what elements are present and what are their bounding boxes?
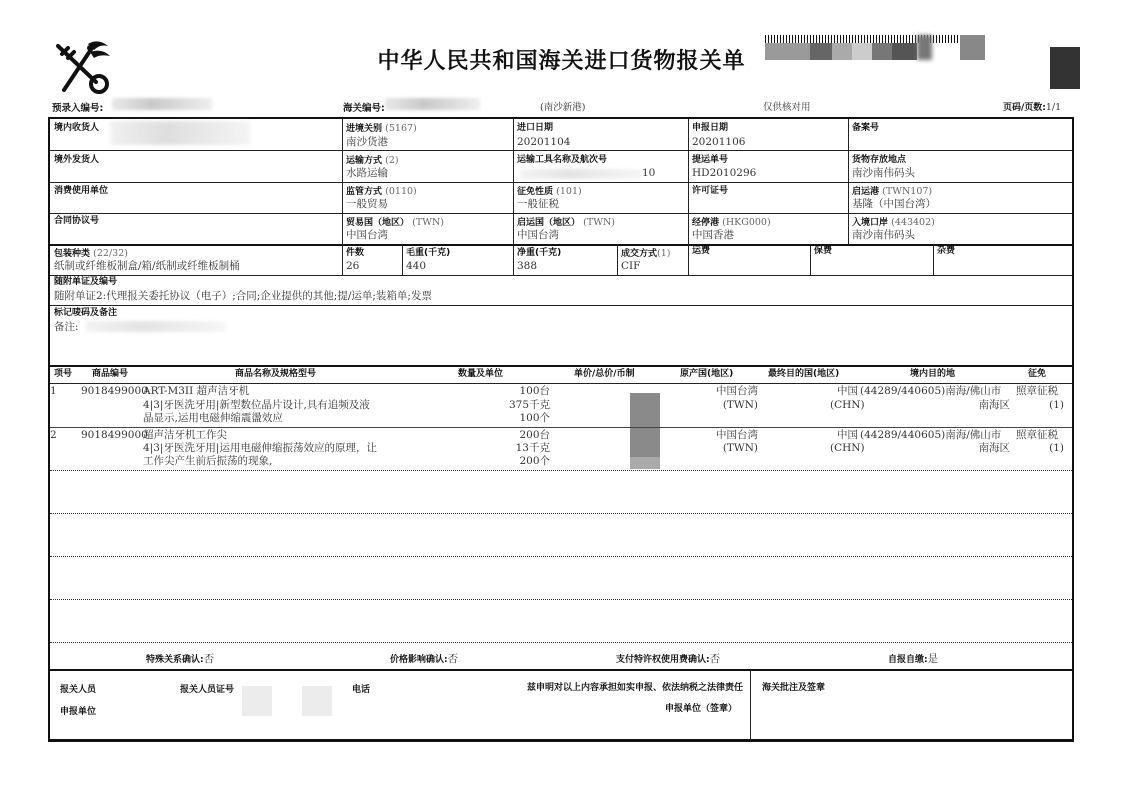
item-dest: 中国 — [837, 429, 858, 441]
item-no: 2 — [50, 429, 57, 441]
item-qty-2: 13千克 — [515, 442, 550, 454]
marks-label: 标记唛码及备注 — [54, 308, 118, 318]
item-spec-2: 工作尖产生前后振荡的现象, — [143, 455, 273, 467]
item-hs: 9018499000 — [81, 429, 148, 441]
docs-label: 随附单证及编号 — [54, 277, 118, 287]
item-price-redacted — [630, 429, 660, 469]
consignee-label: 境内收货人 — [54, 123, 100, 133]
item-name: ART-M3II 超声洁牙机 — [143, 385, 250, 397]
customs-number-redacted — [385, 98, 480, 110]
broker-phone-redacted — [302, 686, 332, 716]
legal-statement: 兹申明对以上内容承担如实申报、依法纳税之法律责任 — [526, 683, 743, 693]
deal-mode-label: 成交方式(1) — [621, 248, 671, 259]
transit-port-value: 中国香港 — [692, 229, 734, 241]
consignee-redacted — [110, 121, 250, 145]
customs-sign-label: 海关批注及签章 — [762, 683, 826, 693]
col-price: 单价/总价/币制 — [574, 369, 635, 379]
item-origin-code: (TWN) — [722, 442, 758, 454]
freight-label: 运费 — [692, 246, 711, 256]
item-qty-1: 200台 — [519, 429, 550, 441]
vessel-value: 10 — [642, 167, 656, 179]
levy-label: 征免性质 (101) — [517, 186, 582, 197]
royalty-confirm: 支付特许权使用费确认:否 — [616, 653, 721, 665]
import-date-label: 进口日期 — [517, 123, 554, 133]
col-name-spec: 商品名称及规格型号 — [235, 369, 317, 379]
package-label: 包装种类 (22/32) — [54, 248, 128, 259]
broker-id-label: 报关人员证号 — [180, 685, 235, 695]
gross-weight-value: 440 — [406, 260, 427, 272]
customs-no-label: 海关编号: — [343, 103, 385, 114]
col-quantity: 数量及单位 — [458, 369, 504, 379]
item-domestic-2: 南海区 — [978, 399, 1010, 411]
item-levy: 照章征税 — [1016, 385, 1058, 397]
col-origin: 原产国(地区) — [680, 369, 734, 379]
marks-redacted — [86, 321, 226, 332]
item-spec-1: 4|3|牙医洗牙用|运用电磁伸缩振荡效应的原理，让 — [143, 442, 377, 454]
declare-unit-label: 申报单位 — [60, 707, 97, 717]
item-dest-code: (CHN) — [830, 442, 865, 454]
pieces-label: 件数 — [346, 248, 365, 258]
storage-label: 货物存放地点 — [852, 155, 907, 165]
item-domestic: (44289/440605)南海/佛山市 — [860, 429, 1002, 441]
item-name: 超声洁牙机工作尖 — [143, 429, 227, 441]
item-origin-code: (TWN) — [722, 399, 758, 411]
item-dest-code: (CHN) — [830, 399, 865, 411]
item-qty-2: 375千克 — [508, 399, 550, 411]
item-levy-code: (1) — [1049, 399, 1064, 411]
col-hs-code: 商品编号 — [92, 369, 129, 379]
consumer-label: 消费使用单位 — [54, 186, 109, 196]
bill-no-value: HD2010296 — [692, 167, 757, 179]
depart-country-value: 中国台湾 — [517, 229, 559, 241]
verify-note: 仅供核对用 — [763, 102, 811, 113]
item-domestic-2: 南海区 — [978, 442, 1010, 454]
broker-label: 报关人员 — [60, 685, 97, 695]
item-hs: 9018499000 — [81, 385, 148, 397]
special-relation-confirm: 特殊关系确认:否 — [146, 653, 215, 665]
supervision-label: 监管方式 (0110) — [346, 186, 417, 197]
depart-port-label: 启运港 (TWN107) — [852, 186, 933, 197]
declare-date-label: 申报日期 — [692, 123, 729, 133]
transit-port-label: 经停港 (HKG000) — [692, 217, 771, 228]
declare-unit-seal-label: 申报单位（签章） — [664, 704, 737, 714]
item-qty-3: 200个 — [519, 455, 550, 467]
license-label: 许可证号 — [692, 186, 729, 196]
item-origin: 中国台湾 — [716, 385, 758, 397]
entry-port-value: 南沙南伟码头 — [852, 229, 915, 241]
page-indicator: 页码/页数:1/1 — [1003, 102, 1062, 113]
document-title: 中华人民共和国海关进口货物报关单 — [377, 49, 746, 74]
pre-entry-label: 预录入编号: — [52, 103, 104, 114]
barcode — [765, 35, 1085, 60]
declaration-form — [48, 117, 1074, 742]
item-dest: 中国 — [837, 385, 858, 397]
gross-weight-label: 毛重(千克) — [406, 248, 451, 258]
insurance-label: 保费 — [814, 246, 833, 256]
item-domestic: (44289/440605)南海/佛山市 — [860, 385, 1002, 397]
shipper-label: 境外发货人 — [54, 155, 100, 165]
price-impact-confirm: 价格影响确认:否 — [390, 653, 459, 665]
entry-customs-label: 进境关别 (5167) — [346, 123, 417, 134]
transport-mode-label: 运输方式 (2) — [346, 155, 399, 166]
transport-mode-value: 水路运输 — [346, 167, 388, 179]
levy-value: 一般征税 — [517, 198, 559, 210]
storage-value: 南沙南伟码头 — [852, 167, 915, 179]
deal-mode-value: CIF — [621, 260, 641, 272]
item-qty-3: 100个 — [519, 412, 550, 424]
item-spec-2: 晶显示,运用电磁伸缩震盪效应 — [143, 412, 283, 424]
port-note: (南沙新港) — [540, 102, 586, 113]
package-value: 纸制或纤维板制盒/箱/纸制或纤维板制桶 — [54, 260, 240, 272]
broker-id-redacted — [242, 686, 272, 716]
record-no-label: 备案号 — [852, 123, 880, 133]
depart-country-label: 启运国（地区） (TWN) — [517, 217, 615, 228]
phone-label: 电话 — [352, 685, 371, 695]
item-qty-1: 100台 — [519, 385, 550, 397]
item-origin: 中国台湾 — [716, 429, 758, 441]
entry-port-label: 入境口岸 (443402) — [852, 217, 935, 228]
docs-value: 随附单证2:代理报关委托协议（电子）;合同;企业提供的其他;提/运单;装箱单;发票 — [54, 290, 432, 302]
trade-country-label: 贸易国（地区） (TWN) — [346, 217, 444, 228]
contract-label: 合同协议号 — [54, 216, 100, 226]
marks-value: 备注: — [54, 321, 79, 333]
net-weight-label: 净重(千克) — [517, 248, 562, 258]
pieces-value: 26 — [346, 260, 360, 272]
item-levy: 照章征税 — [1016, 429, 1058, 441]
import-date-value: 20201104 — [517, 136, 571, 148]
col-item-no: 项号 — [54, 369, 73, 379]
col-domestic-dest: 境内目的地 — [910, 369, 956, 379]
item-levy-code: (1) — [1049, 442, 1064, 454]
pre-entry-number-redacted — [112, 98, 212, 110]
depart-port-value: 基隆（中国台湾） — [852, 198, 936, 210]
col-levy: 征免 — [1028, 369, 1047, 379]
bill-no-label: 提运单号 — [692, 155, 729, 165]
item-no: 1 — [50, 385, 57, 397]
item-spec-1: 4|3|牙医洗牙用|新型数位晶片设计,具有追频及液 — [143, 399, 370, 411]
declare-date-value: 20201106 — [692, 136, 746, 148]
vessel-label: 运输工具名称及航次号 — [517, 155, 608, 165]
misc-fee-label: 杂费 — [937, 246, 956, 256]
entry-customs-value: 南沙货港 — [346, 136, 388, 148]
self-declare-pay: 自报自缴:是 — [888, 653, 939, 665]
trade-country-value: 中国台湾 — [346, 229, 388, 241]
vessel-redacted — [520, 169, 642, 179]
col-destination: 最终目的国(地区) — [768, 369, 840, 379]
net-weight-value: 388 — [517, 260, 538, 272]
supervision-value: 一般贸易 — [346, 198, 388, 210]
